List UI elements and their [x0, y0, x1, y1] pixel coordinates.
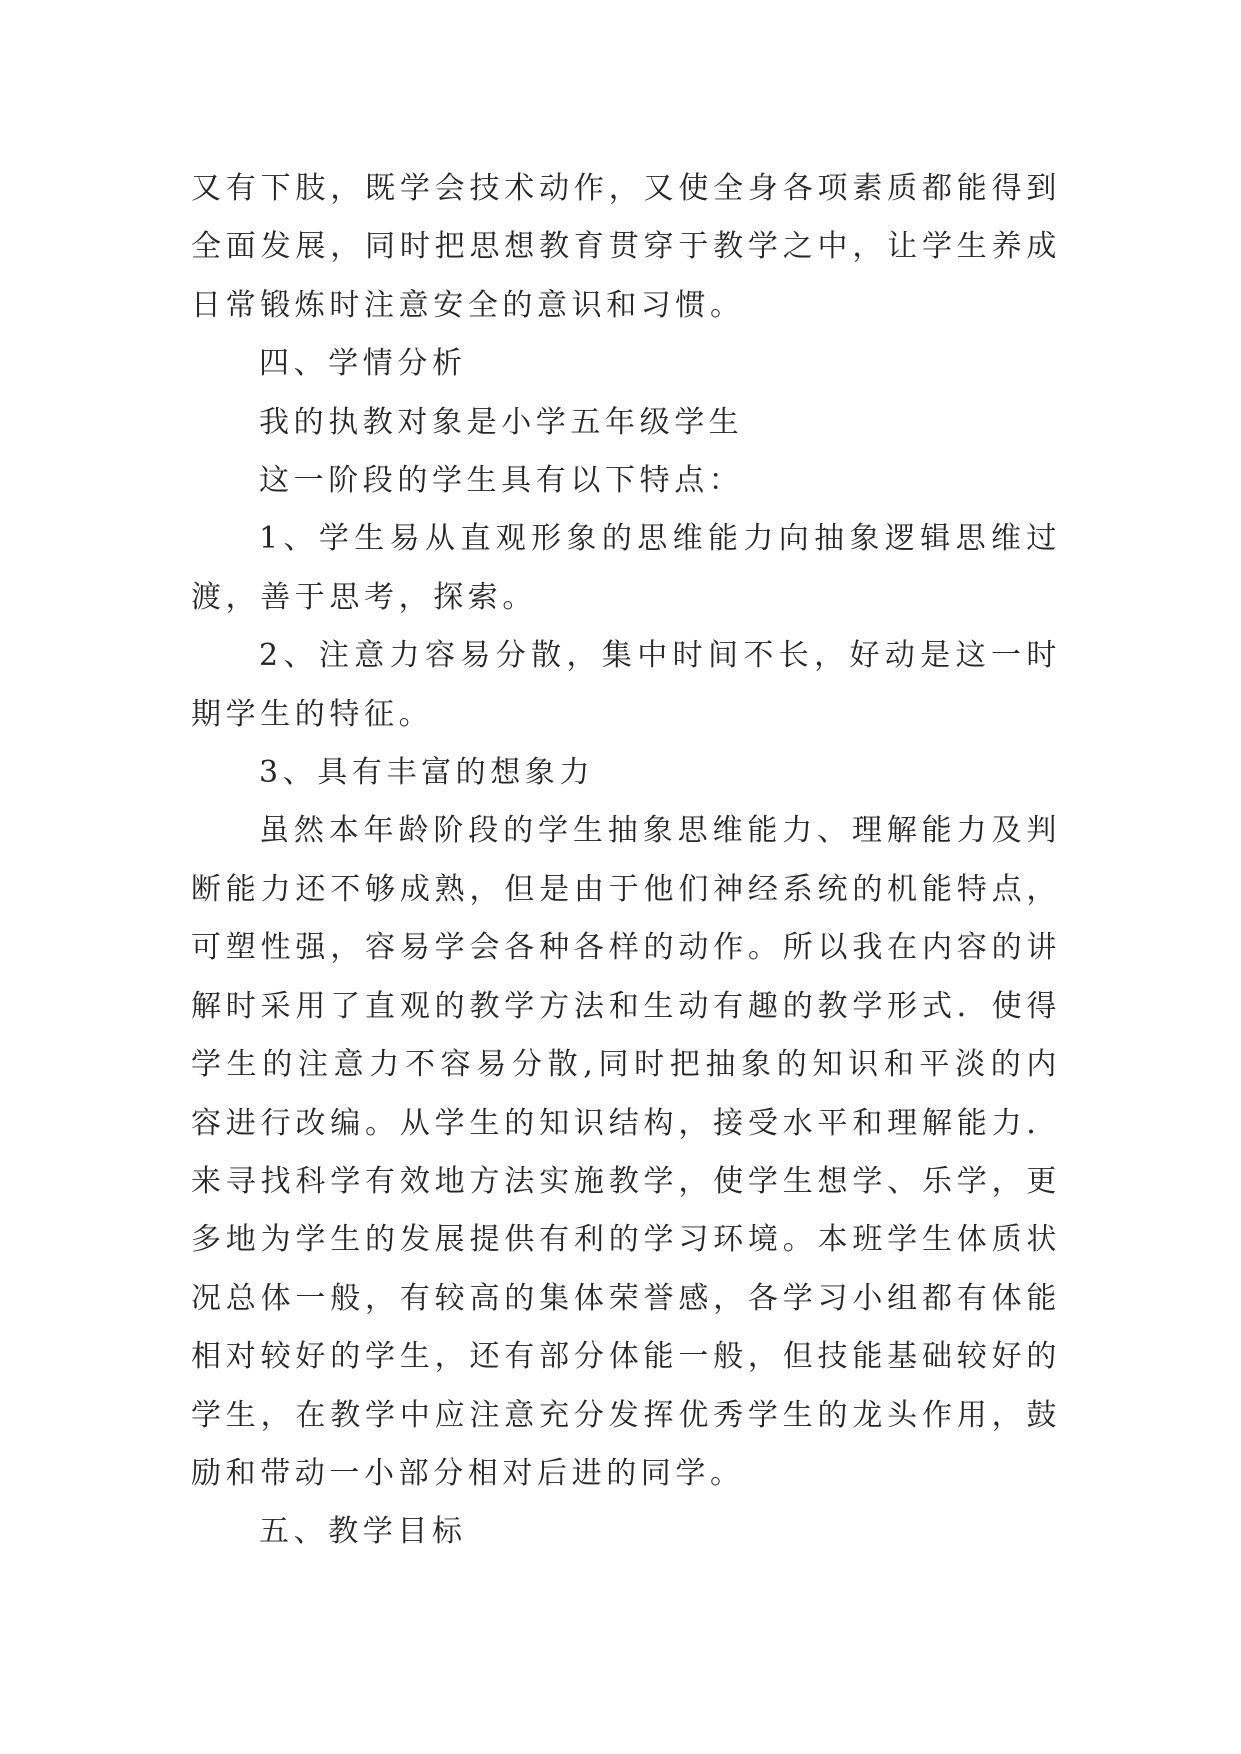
- paragraph-characteristics-intro: 这一阶段的学生具有以下特点：: [259, 463, 744, 499]
- paragraph-continuation: 又有下肢，既学会技术动作，又使全身各项素质都能得到全面发展，同时把思想教育贯穿于教学之中，让学生养成日常锻炼时注意安全的意识和习惯。: [191, 171, 1061, 323]
- section-heading-teaching-goals: 五、教学目标: [259, 1514, 467, 1550]
- section-heading-learner-analysis: 四、学情分析: [259, 346, 467, 382]
- list-item-1: 1、学生易从直观形象的思维能力向抽象逻辑思维过渡，善于思考，探索。: [191, 521, 1061, 615]
- paragraph-teaching-target: 我的执教对象是小学五年级学生: [259, 404, 744, 440]
- list-item-2: 2、注意力容易分散，集中时间不长，好动是这一时期学生的特征。: [191, 638, 1061, 732]
- list-item-3: 3、具有丰富的想象力: [259, 755, 595, 791]
- document-body: [191, 160, 1061, 1562]
- paragraph-analysis-body: 虽然本年龄阶段的学生抽象思维能力、理解能力及判断能力还不够成熟，但是由于他们神经系统的机能特点，可塑性强，容易学会各种各样的动作。所以我在内容的讲解时采用了直观的教学方法和生动有趣的教学形式．使得学生的注意力不容易分散,同时把抽象的知识和平淡的内容进行改编。从学生的知识结构，接受水平和理解能力．来寻找科学有效地方法实施教学，使学生想学、乐学，更多地为学生的发展提供有利的学习环境。本班学生体质状况总体一般，有较高的集体荣誉感，各学习小组都有体能相对较好的学生，还有部分体能一般，但技能基础较好的学生，在教学中应注意充分发挥优秀学生的龙头作用，鼓励和带动一小部分相对后进的同学。: [191, 813, 1061, 1491]
